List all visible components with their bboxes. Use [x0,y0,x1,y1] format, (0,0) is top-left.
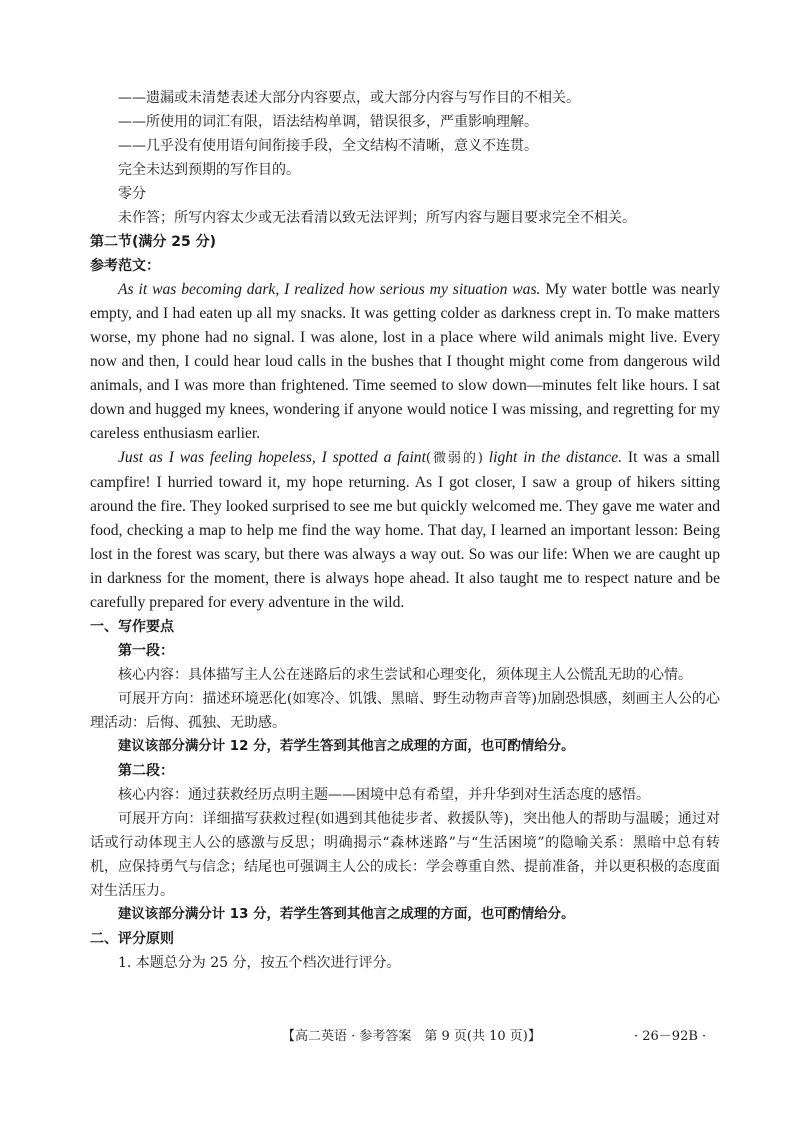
criteria-line-3: ——几乎没有使用语句间衔接手段，全文结构不清晰，意义不连贯。 [118,138,538,154]
page-footer [0,1025,800,1049]
footer-code: · 26－92B · [634,1029,707,1044]
zero-score-description: 未作答；所写内容太少或无法看清以致无法评判；所写内容与题目要求完全不相关。 [118,210,636,226]
criteria-line-2: ——所使用的词汇有限，语法结构单调，错误很多，严重影响理解。 [118,114,538,130]
essay-p1-given-sentence: As it was becoming dark, I realized how serious my situation was. [118,281,541,298]
footer-page-info: 【高二英语 · 参考答案 第 9 页(共 10 页)】 [282,1029,541,1044]
essay-p2-body: It was a small campfire! I hurried toward it, my hope returning. As I got closer, I saw a group of hikers sitting around the fire. They looked surprised to see me but quickly welcomed me. They gave me water and food, checking a map to help me find the way home. That day, I learned an important lesson: Being lost in the forest was scary, but there was always a way out. So was our life: When we are caught up in darkness for the moment, there is always hope ahead. It also taught me to respect nature and be carefully prepared for every adventure in the wild. [90,449,720,611]
zero-score-label: 零分 [118,186,146,202]
paragraph-1-expand: 可展开方向：描述环境恶化(如寒冷、饥饿、黑暗、野生动物声音等)加剧恐惧感，刻画主人公的心理活动：后悔、孤独、无助感。 [90,691,720,731]
essay-p1-body: My water bottle was nearly empty, and I had eaten up all my snacks. It was getting colder as darkness crept in. To make matters worse, my phone had no signal. I was alone, lost in a place where wild animals might live. Every now and then, I could hear loud calls in the bushes that I thought might come from dangerous wild animals, and I was more than frightened. Time seemed to slow down—minutes felt like hours. I sat down and hugged my knees, wondering if anyone would notice I was missing, and regretting for my careless enthusiasm earlier. [90,281,720,442]
paragraph-2-expand: 可展开方向：详细描写获救过程(如遇到其他徒步者、救援队等)，突出他人的帮助与温暖；通过对话或行动体现主人公的感激与反思；明确揭示“森林迷路”与“生活困境”的隐喻关系：黑暗中总有转机，应保持勇气与信念；结尾也可强调主人公的成长：学会尊重自然、提前准备，并以更积极的态度面对生活压力。 [90,811,720,899]
paragraph-2-score-note: 建议该部分满分计 13 分，若学生答到其他言之成理的方面，也可酌情给分。 [118,907,575,922]
page-content [90,86,720,975]
scoring-principles-heading: 二、评分原则 [90,931,174,947]
criteria-line-4: 完全未达到预期的写作目的。 [118,162,300,178]
paragraph-1-score-note: 建议该部分满分计 12 分，若学生答到其他言之成理的方面，也可酌情给分。 [118,739,575,754]
writing-points-heading: 一、写作要点 [90,619,174,635]
essay-p2-given-sentence-a: Just as I was feeling hopeless, I spotted a faint [118,449,426,466]
essay-paragraph-2 [90,446,720,615]
criteria-line-1: ——遗漏或未清楚表述大部分内容要点，或大部分内容与写作目的不相关。 [118,90,580,106]
sample-essay-heading: 参考范文： [90,258,160,274]
paragraph-1-heading: 第一段： [118,643,174,659]
essay-paragraph-1 [90,278,720,446]
paragraph-2-heading: 第二段： [118,763,174,779]
essay-p2-gloss: (微弱的) [425,451,483,466]
paragraph-2-core: 核心内容：通过获救经历点明主题——困境中总有希望，并升华到对生活态度的感悟。 [118,787,650,803]
section-2-heading: 第二节(满分 25 分) [90,234,217,250]
scoring-principle-1: 1. 本题总分为 25 分，按五个档次进行评分。 [118,955,401,971]
essay-p2-given-sentence-b: light in the distance. [482,449,623,466]
paragraph-1-core: 核心内容：具体描写主人公在迷路后的求生尝试和心理变化，须体现主人公慌乱无助的心情。 [118,667,692,683]
